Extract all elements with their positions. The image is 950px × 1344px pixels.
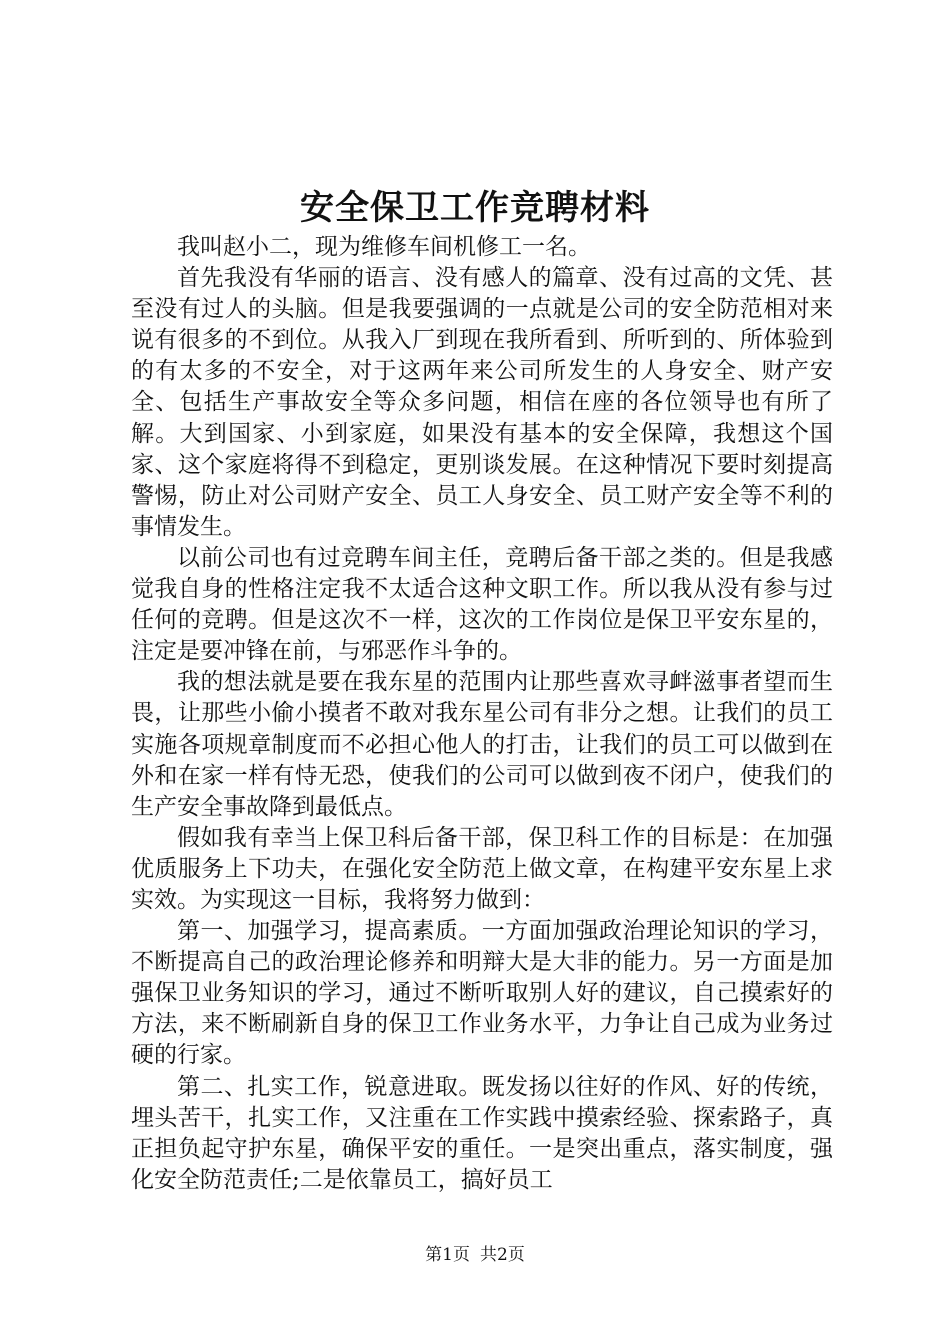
paragraph-goals: 假如我有幸当上保卫科后备干部，保卫科工作的目标是：在加强优质服务上下功夫，在强化安全防范上做文章，在构建平安东星上求实效。为实现这一目标，我将努力做到： [131, 824, 833, 913]
paragraph-vision: 我的想法就是要在我东星的范围内让那些喜欢寻衅滋事者望而生畏，让那些小偷小摸者不敢对我东星公司有非分之想。让我们的员工实施各项规章制度而不必担心他人的打击，让我们的员工可以做到在外和在家一样有恃无恐，使我们的公司可以做到夜不闭户，使我们的生产安全事故降到最低点。 [131, 669, 833, 820]
paragraph-motivation: 以前公司也有过竞聘车间主任，竞聘后备干部之类的。但是我感觉我自身的性格注定我不太适合这种文职工作。所以我从没有参与过任何的竞聘。但是这次不一样，这次的工作岗位是保卫平安东星的，注定是要冲锋在前，与邪恶作斗争的。 [131, 544, 833, 665]
paragraph-intro: 我叫赵小二，现为维修车间机修工一名。 [177, 234, 591, 260]
document-title: 安全保卫工作竞聘材料 [300, 188, 650, 228]
page-total: 共2页 [480, 1245, 525, 1265]
page-footer [0, 1244, 950, 1266]
paragraph-point-two: 第二、扎实工作，锐意进取。既发扬以往好的作风、好的传统，埋头苦干，扎实工作，又注重在工作实践中摸索经验、探索路子，真正担负起守护东星，确保平安的重任。一是突出重点，落实制度，强化安全防范责任;二是依靠员工，搞好员工 [131, 1073, 833, 1193]
paragraph-safety-concerns: 首先我没有华丽的语言、没有感人的篇章、没有过高的文凭、甚至没有过人的头脑。但是我要强调的一点就是公司的安全防范相对来说有很多的不到位。从我入厂到现在我所看到、所听到的、所体验到的有太多的不安全，对于这两年来公司所发生的人身安全、财产安全、包括生产事故安全等众多问题，相信在座的各位领导也有所了解。大到国家、小到家庭，如果没有基本的安全保障，我想这个国家、这个家庭将得不到稳定，更别谈发展。在这种情况下要时刻提高警惕，防止对公司财产安全、员工人身安全、员工财产安全等不利的事情发生。 [131, 265, 833, 540]
document-body [131, 232, 833, 1196]
page-number: 第1页 [425, 1245, 470, 1265]
paragraph-point-one: 第一、加强学习，提高素质。一方面加强政治理论知识的学习，不断提高自己的政治理论修养和明辩大是大非的能力。另一方面是加强保卫业务知识的学习，通过不断听取别人好的建议，自己摸索好的方法，来不断刷新自身的保卫工作业务水平，力争让自己成为业务过硬的行家。 [131, 918, 833, 1069]
